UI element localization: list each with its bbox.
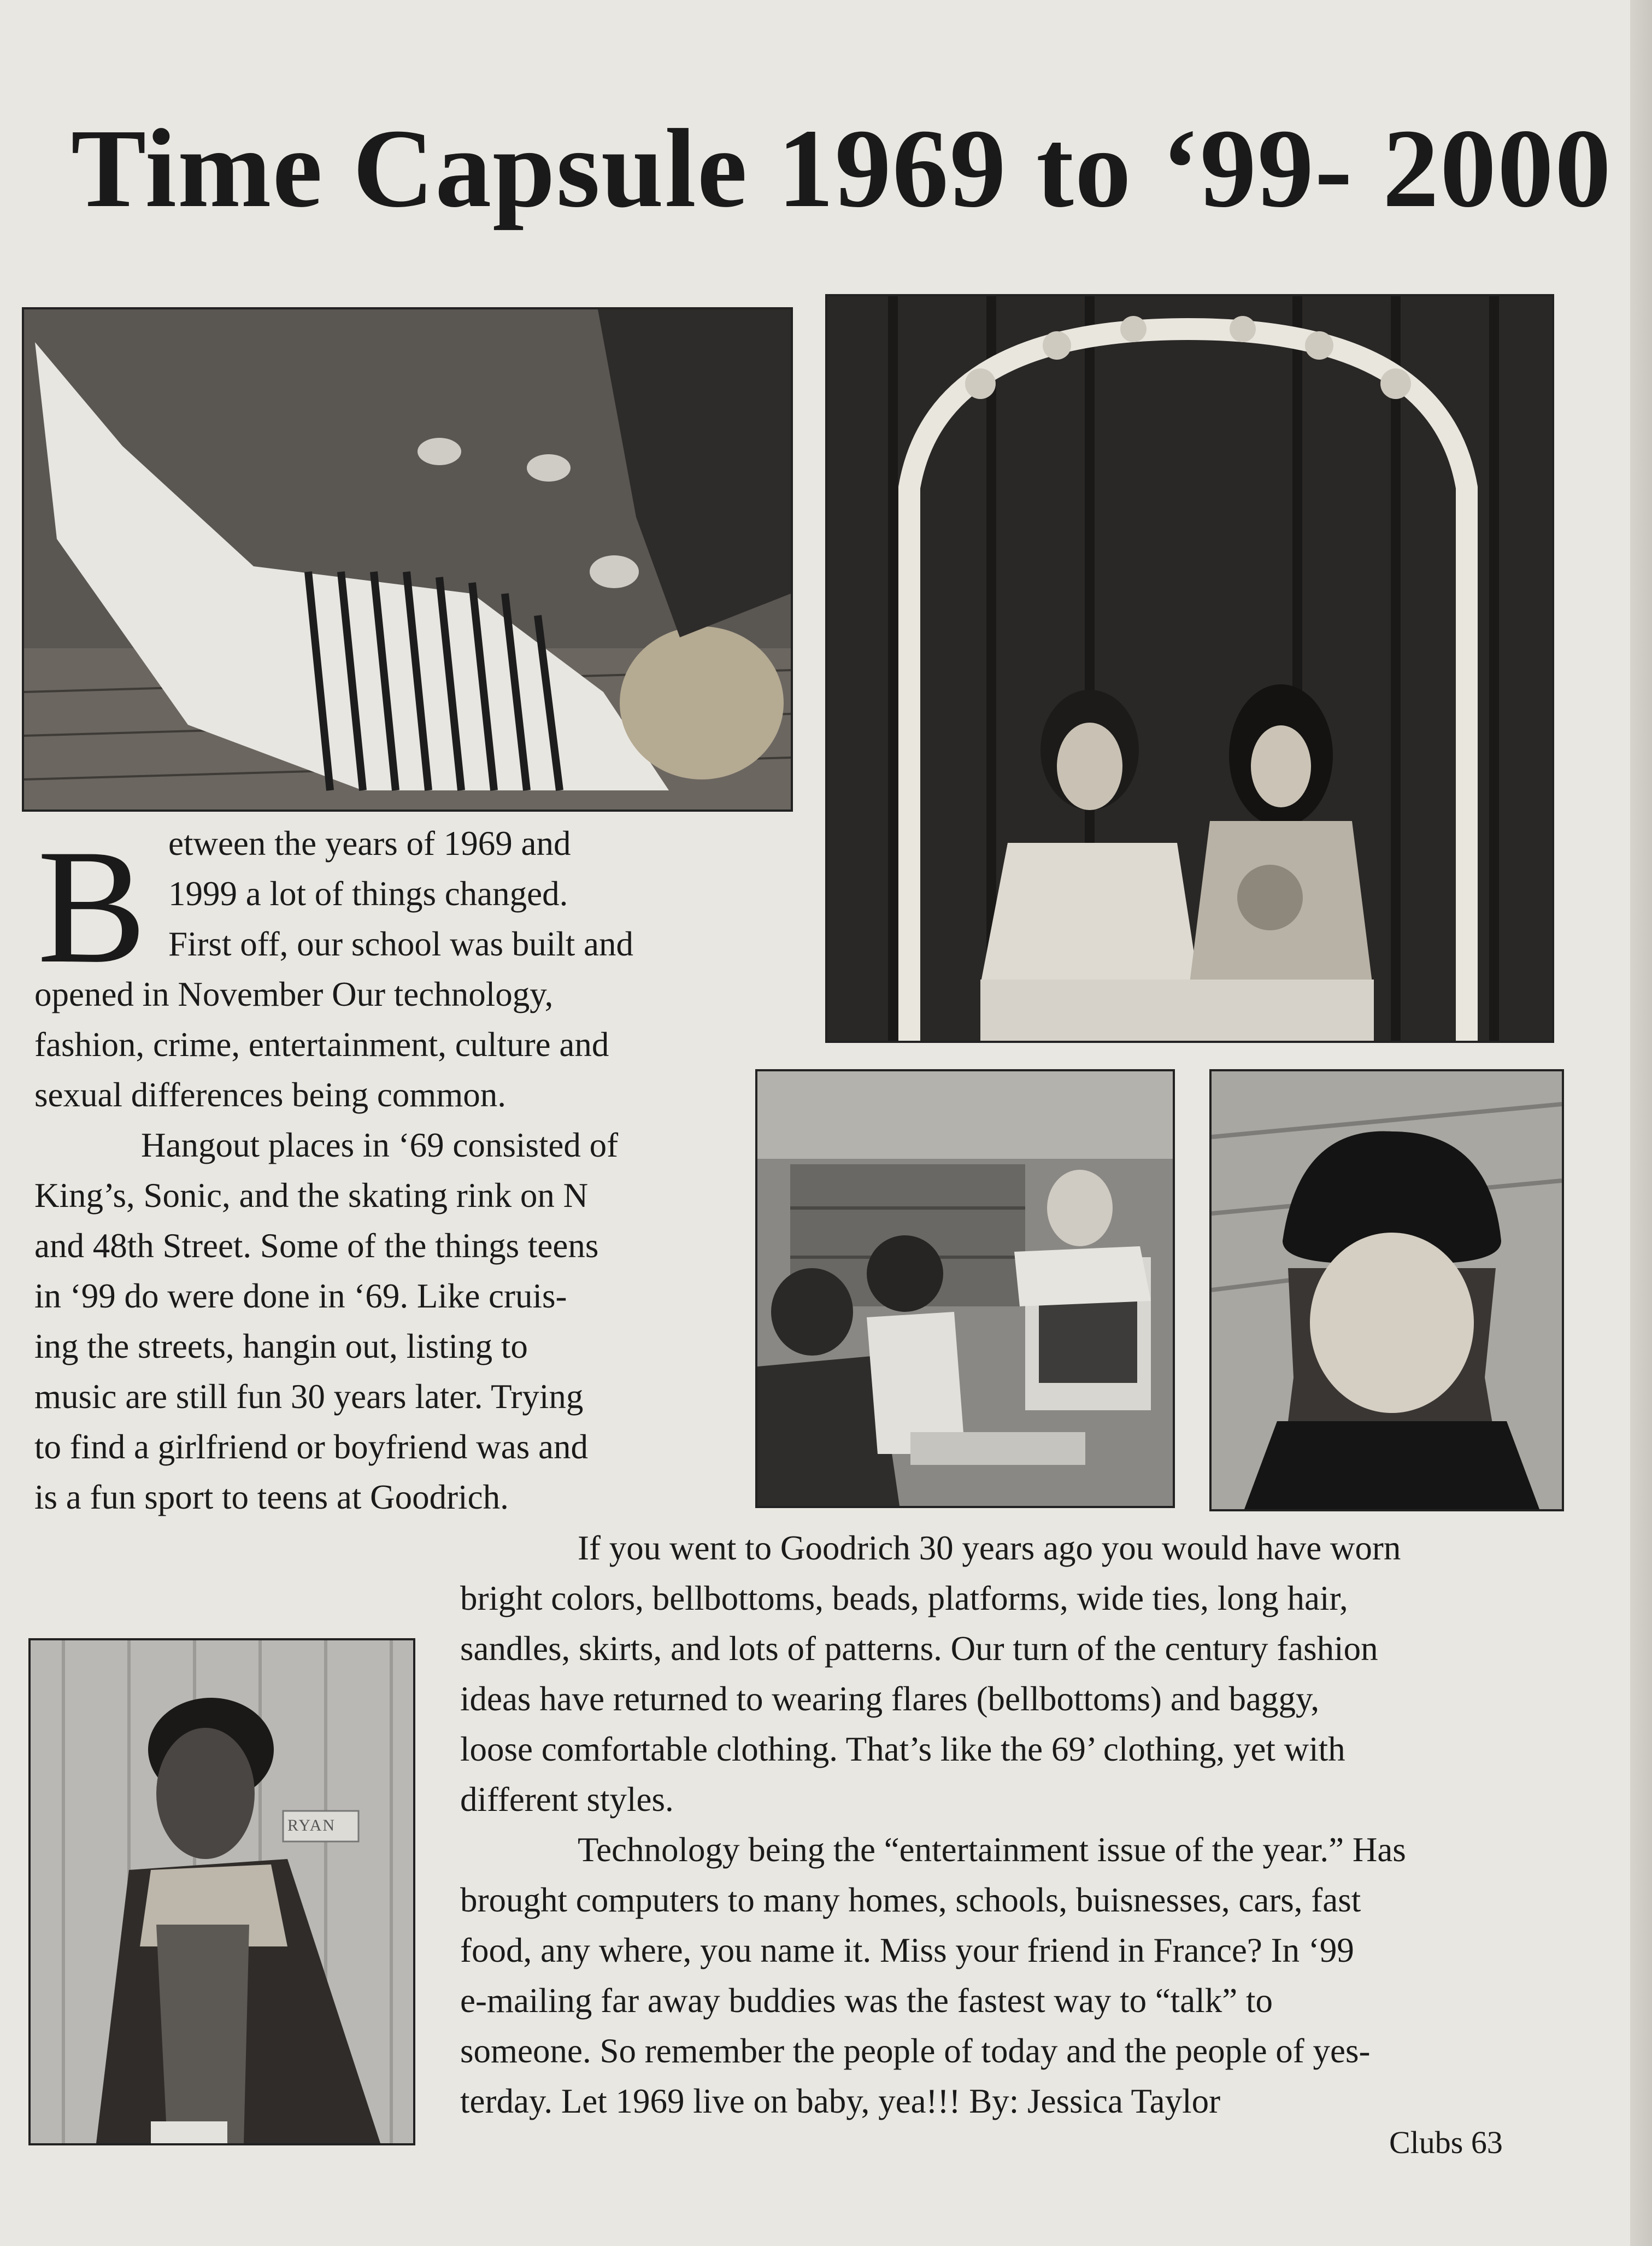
article-line: ideas have returned to wearing flares (bellbottoms) and baggy, [460, 1680, 1320, 1718]
article-line: in ‘99 do were done in ‘69. Like cruis- [34, 1277, 567, 1315]
page-edge [1630, 0, 1652, 2246]
article-line: someone. So remember the people of today and the people of yes- [460, 2032, 1371, 2070]
article-line: is a fun sport to teens at Goodrich. [34, 1478, 509, 1516]
article-line: etween the years of 1969 and [168, 824, 571, 863]
article-line: 1999 a lot of things changed. [168, 875, 568, 913]
article-line: sexual differences being common. [34, 1076, 507, 1114]
article-line: different styles. [460, 1780, 674, 1819]
footer-page-number: 63 [1471, 2125, 1503, 2160]
article-line: music are still fun 30 years later. Trying [34, 1377, 584, 1416]
article-line: sandles, skirts, and lots of patterns. Our turn of the century fashion [460, 1629, 1378, 1668]
photo-girl-in-hat [1209, 1069, 1564, 1511]
article-line: ing the streets, hangin out, listing to [34, 1327, 528, 1365]
article-line: brought computers to many homes, schools, buisnesses, cars, fast [460, 1881, 1361, 1919]
article-line: loose comfortable clothing. That’s like the 69’ clothing, yet with [460, 1730, 1345, 1768]
article-line: First off, our school was built and [168, 925, 634, 963]
page-title: Time Capsule 1969 to ‘99- 2000 [71, 105, 1612, 231]
article-line: If you went to Goodrich 30 years ago you would have worn [578, 1529, 1401, 1567]
article-line: opened in November Our technology, [34, 975, 554, 1013]
article-line: fashion, crime, entertainment, culture and [34, 1025, 609, 1064]
name-tag: RYAN [287, 1816, 336, 1834]
article-column-1 [34, 818, 633, 1522]
photo-student-ryan [28, 1638, 415, 2145]
article-line: and 48th Street. Some of the things teens [34, 1227, 599, 1265]
photo-boy-on-floor [22, 307, 793, 812]
article-column-2 [460, 1523, 1406, 2126]
article-line: to find a girlfriend or boyfriend was and [34, 1428, 588, 1466]
article-line: Hangout places in ‘69 consisted of [141, 1126, 619, 1164]
drop-cap: B [37, 816, 147, 997]
footer-section: Clubs [1389, 2125, 1463, 2160]
article-line: e-mailing far away buddies was the fastest way to “talk” to [460, 1981, 1273, 2020]
article-line: food, any where, you name it. Miss your friend in France? In ‘99 [460, 1931, 1354, 1969]
article-line: Technology being the “entertainment issue of the year.” Has [578, 1831, 1406, 1869]
article-line: King’s, Sonic, and the skating rink on N [34, 1176, 589, 1215]
article-line: bright colors, bellbottoms, beads, platforms, wide ties, long hair, [460, 1579, 1348, 1617]
article-line: terday. Let 1969 live on baby, yea!!! By: Jessica Taylor [460, 2082, 1221, 2120]
photo-students-at-computer [755, 1069, 1175, 1508]
photo-couple-under-arch [825, 294, 1554, 1043]
page-footer [1389, 2124, 1503, 2161]
